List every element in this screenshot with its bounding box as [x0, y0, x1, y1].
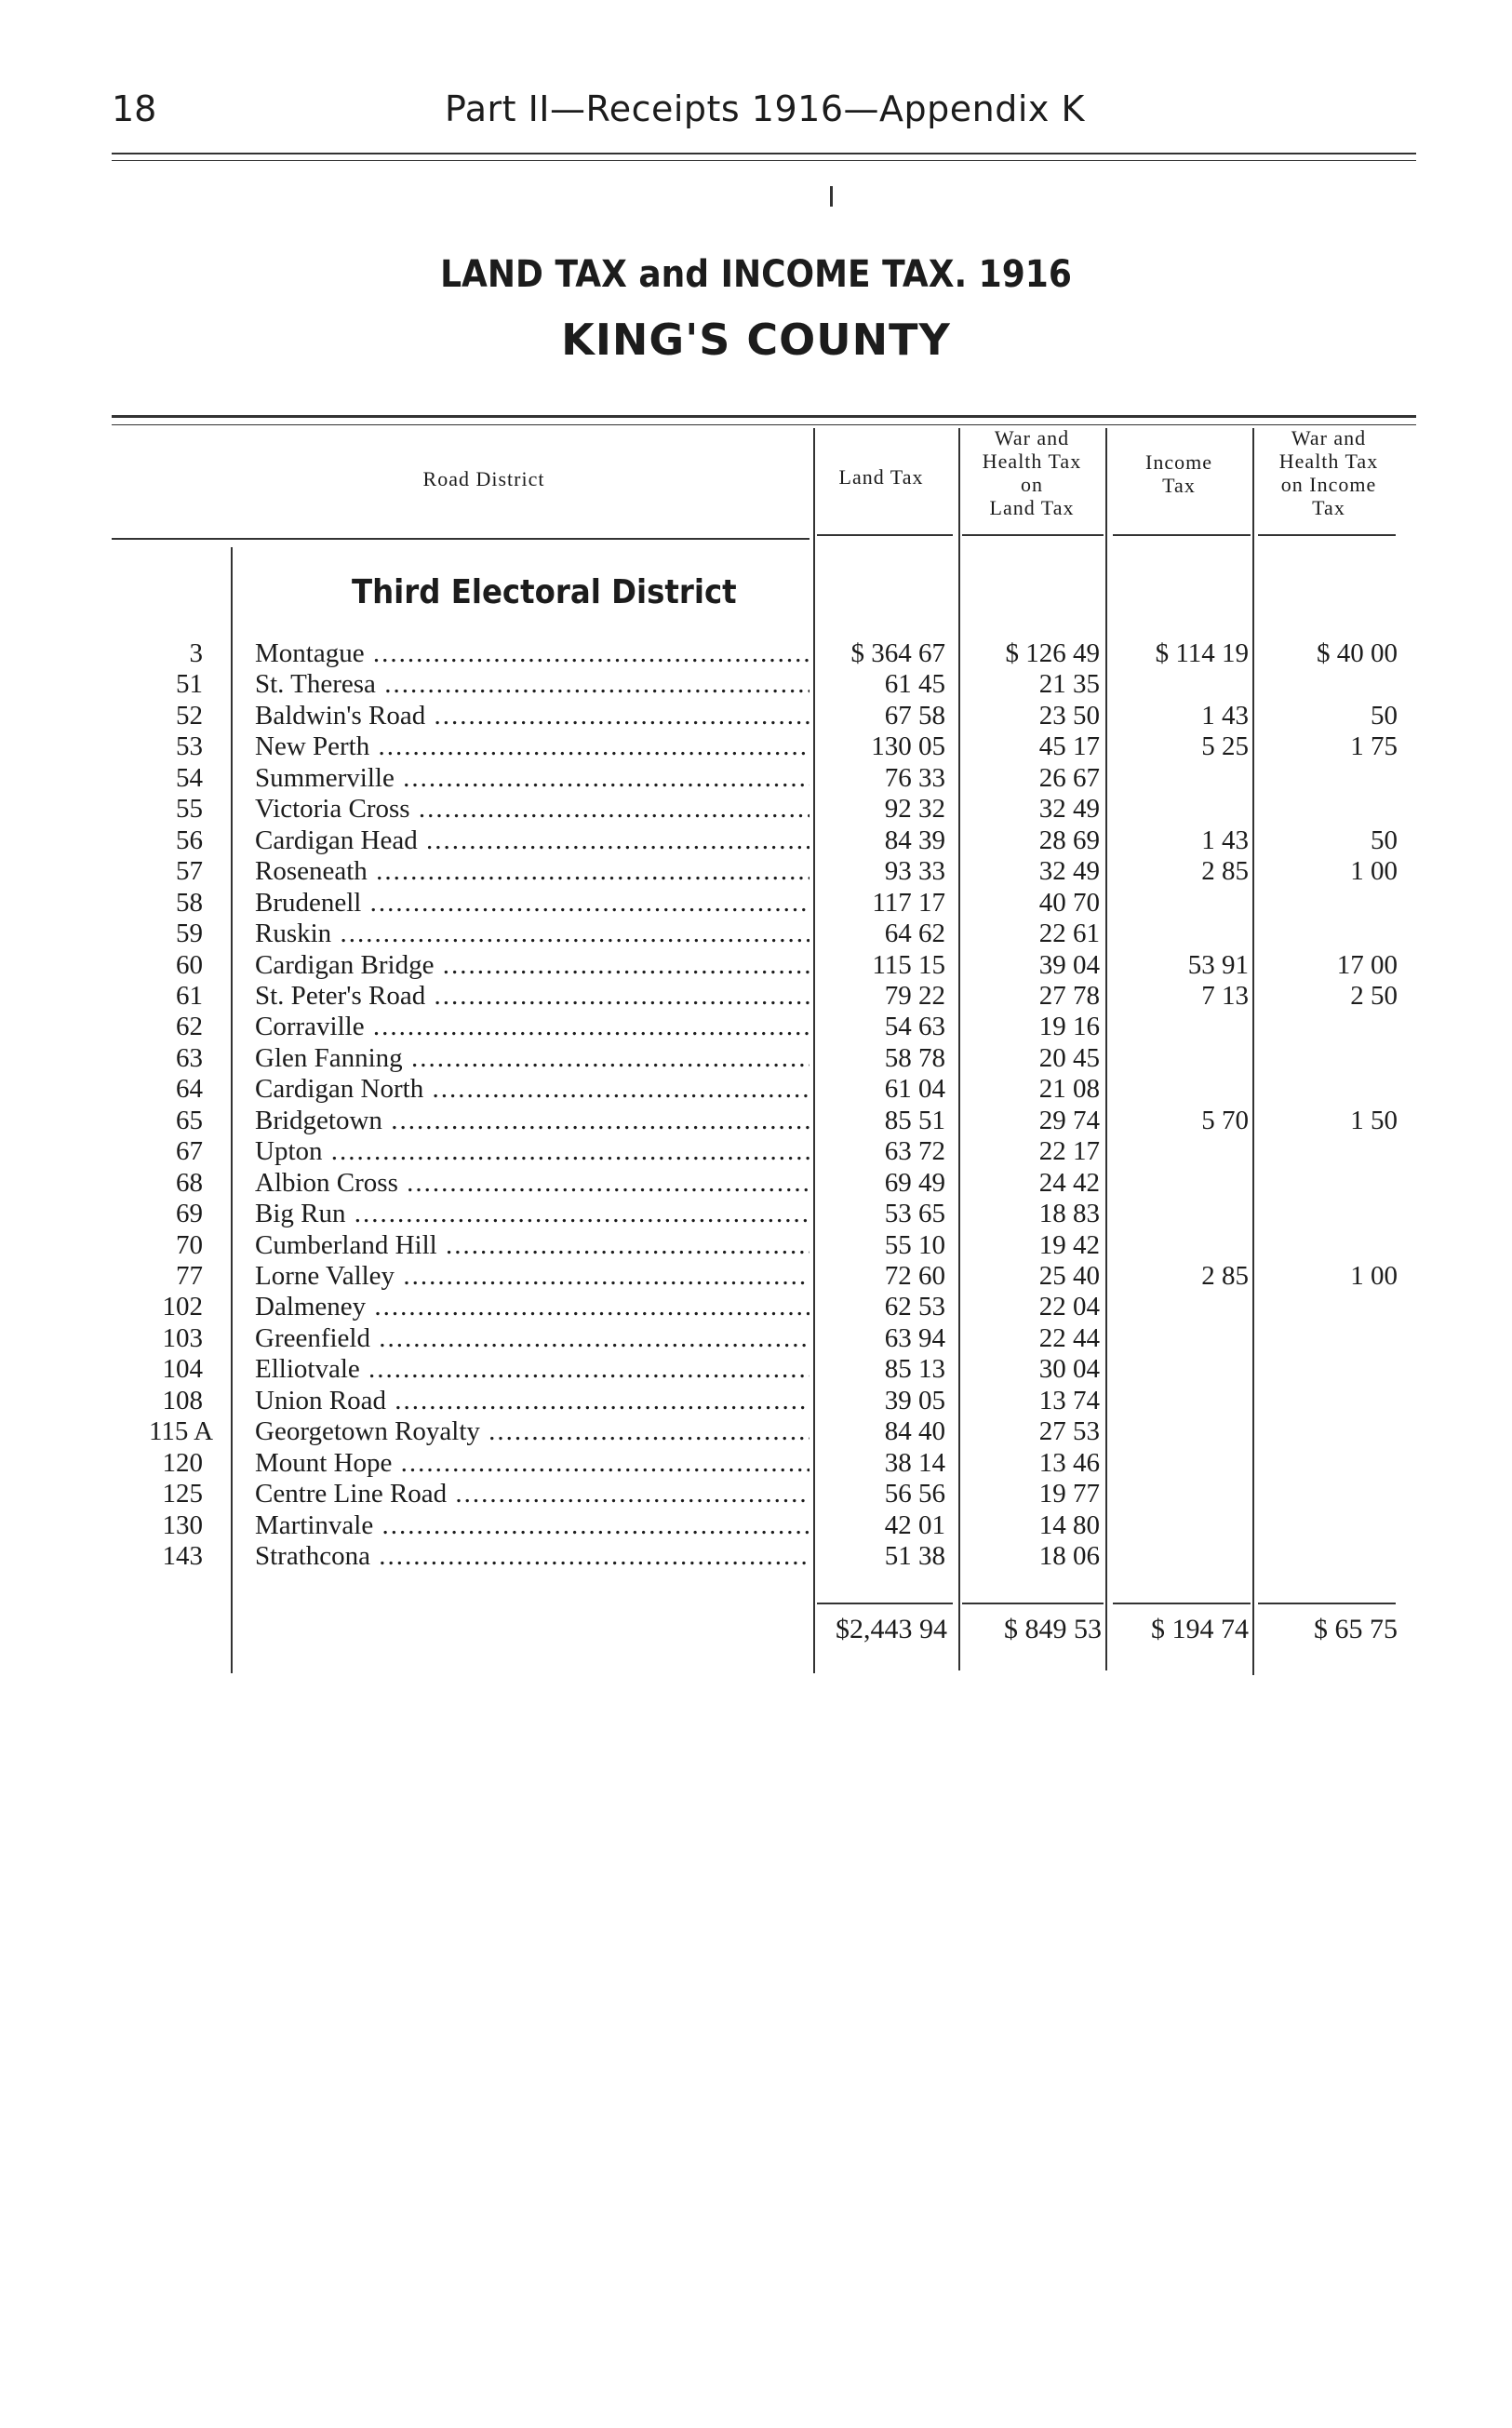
land-tax-cell: 115 15: [872, 950, 945, 980]
road-district-name: Dalmeney .....: [255, 1292, 810, 1322]
district-number: 102: [162, 1292, 203, 1321]
total-war-health-land: $ 849 53: [1004, 1614, 1102, 1644]
header-rule-top: [112, 153, 1416, 154]
war-health-land-cell: 19 16: [1038, 1012, 1100, 1041]
district-number: 51: [176, 669, 203, 699]
road-district-name: Baldwin's Road .....: [255, 701, 810, 731]
war-health-land-cell: 14 80: [1038, 1510, 1100, 1540]
header-line: War and: [994, 426, 1070, 449]
table-row: [0, 1168, 1512, 1199]
war-health-land-cell: 13 74: [1038, 1386, 1100, 1415]
total-rule-war-land: [962, 1603, 1104, 1604]
income-tax-cell: 1 43: [1201, 825, 1249, 855]
table-top-rule-thin: [112, 424, 1416, 425]
land-tax-cell: 39 05: [884, 1386, 945, 1415]
road-district-name: Upton .....: [255, 1136, 810, 1167]
district-number: 57: [176, 856, 203, 886]
total-income-tax: $ 194 74: [1151, 1614, 1249, 1644]
district-number: 130: [162, 1510, 203, 1540]
income-tax-cell: 5 70: [1201, 1106, 1249, 1135]
table-row: [0, 919, 1512, 949]
war-health-land-cell: 20 45: [1038, 1043, 1100, 1073]
war-health-land-cell: 19 42: [1038, 1230, 1100, 1260]
income-tax-cell: $ 114 19: [1155, 638, 1249, 668]
land-tax-cell: 67 58: [884, 701, 945, 731]
district-number: 55: [176, 794, 203, 824]
road-district-name: Montague .....: [255, 638, 810, 669]
war-health-land-cell: 24 42: [1038, 1168, 1100, 1198]
land-tax-cell: 130 05: [871, 731, 945, 761]
table-row: [0, 763, 1512, 794]
table-row: [0, 856, 1512, 887]
header-underline-land: [817, 534, 953, 536]
header-land-tax: Land Tax: [838, 465, 924, 489]
table-title: LAND TAX and INCOME TAX. 1916: [440, 253, 1072, 296]
income-tax-cell: 5 25: [1201, 731, 1249, 761]
table-row: [0, 701, 1512, 731]
road-district-name: St. Theresa .....: [255, 669, 810, 700]
district-number: 125: [162, 1479, 203, 1509]
district-number: 77: [176, 1261, 203, 1291]
land-tax-cell: 117 17: [872, 888, 945, 918]
header-underline-income: [1113, 534, 1251, 536]
land-tax-cell: 53 65: [884, 1199, 945, 1228]
table-row: [0, 1199, 1512, 1229]
war-health-income-cell: 1 75: [1350, 731, 1398, 761]
land-tax-cell: 93 33: [884, 856, 945, 886]
table-row: [0, 950, 1512, 981]
district-number: 62: [176, 1012, 203, 1041]
war-health-income-cell: 50: [1371, 825, 1398, 855]
land-tax-cell: 62 53: [884, 1292, 945, 1321]
land-tax-cell: 58 78: [884, 1043, 945, 1073]
income-tax-cell: 53 91: [1187, 950, 1249, 980]
land-tax-cell: 79 22: [884, 981, 945, 1011]
war-health-land-cell: $ 126 49: [1005, 638, 1100, 668]
war-health-land-cell: 27 53: [1038, 1416, 1100, 1446]
total-rule-income: [1113, 1603, 1251, 1604]
district-number: 52: [176, 701, 203, 731]
war-health-income-cell: 1 50: [1350, 1106, 1398, 1135]
war-health-income-cell: 1 00: [1350, 1261, 1398, 1291]
war-health-income-cell: $ 40 00: [1317, 638, 1398, 668]
table-row: [0, 1416, 1512, 1447]
war-health-land-cell: 19 77: [1038, 1479, 1100, 1509]
header-line: on: [1021, 473, 1043, 496]
header-road-district: Road District: [422, 467, 545, 490]
road-district-name: Centre Line Road .....: [255, 1479, 810, 1509]
income-tax-cell: 7 13: [1201, 981, 1249, 1011]
war-health-land-cell: 28 69: [1038, 825, 1100, 855]
road-district-name: Cardigan Head .....: [255, 825, 810, 856]
war-health-land-cell: 30 04: [1038, 1354, 1100, 1384]
stray-mark: [830, 186, 833, 207]
table-row: [0, 731, 1512, 762]
road-district-name: Greenfield .....: [255, 1323, 810, 1354]
table-row: [0, 794, 1512, 825]
header-line: Tax: [1162, 474, 1196, 497]
road-district-name: Big Run .....: [255, 1199, 810, 1229]
war-health-income-cell: 17 00: [1336, 950, 1398, 980]
road-district-name: Cardigan North .....: [255, 1074, 810, 1105]
table-top-rule: [112, 415, 1416, 418]
war-health-land-cell: 18 83: [1038, 1199, 1100, 1228]
district-number: 59: [176, 919, 203, 948]
war-health-land-cell: 45 17: [1038, 731, 1100, 761]
road-district-name: Mount Hope .....: [255, 1448, 810, 1479]
road-district-name: Brudenell .....: [255, 888, 810, 919]
total-land-tax: $2,443 94: [836, 1614, 947, 1644]
land-tax-cell: 56 56: [884, 1479, 945, 1509]
road-district-name: Corraville .....: [255, 1012, 810, 1042]
land-tax-cell: 42 01: [884, 1510, 945, 1540]
war-health-land-cell: 32 49: [1038, 794, 1100, 824]
table-row: [0, 1479, 1512, 1509]
war-health-land-cell: 18 06: [1038, 1541, 1100, 1571]
war-health-land-cell: 27 78: [1038, 981, 1100, 1011]
total-war-health-income: $ 65 75: [1314, 1614, 1398, 1644]
road-district-name: Glen Fanning .....: [255, 1043, 810, 1074]
district-number: 60: [176, 950, 203, 980]
district-number: 58: [176, 888, 203, 918]
road-district-name: Lorne Valley .....: [255, 1261, 810, 1292]
page-number: 18: [112, 88, 157, 129]
road-district-name: Roseneath .....: [255, 856, 810, 887]
income-tax-cell: 2 85: [1201, 856, 1249, 886]
table-row: [0, 1106, 1512, 1136]
running-header: Part II—Receipts 1916—Appendix K: [445, 88, 1085, 129]
road-district-name: Martinvale .....: [255, 1510, 810, 1541]
road-district-name: Albion Cross .....: [255, 1168, 810, 1199]
district-number: 115 A: [149, 1416, 214, 1446]
road-district-name: Union Road .....: [255, 1386, 810, 1416]
war-health-land-cell: 29 74: [1038, 1106, 1100, 1135]
war-health-income-cell: 1 00: [1350, 856, 1398, 886]
district-number: 61: [176, 981, 203, 1011]
land-tax-cell: 61 45: [884, 669, 945, 699]
land-tax-cell: 92 32: [884, 794, 945, 824]
table-row: [0, 1012, 1512, 1042]
war-health-land-cell: 25 40: [1038, 1261, 1100, 1291]
header-line: War and: [1291, 426, 1367, 449]
war-health-land-cell: 39 04: [1038, 950, 1100, 980]
header-line: Health Tax: [982, 449, 1082, 473]
table-row: [0, 1043, 1512, 1074]
district-number: 68: [176, 1168, 203, 1198]
war-health-land-cell: 22 17: [1038, 1136, 1100, 1166]
table-row: [0, 981, 1512, 1012]
road-district-name: Cumberland Hill .....: [255, 1230, 810, 1261]
road-district-name: Summerville .....: [255, 763, 810, 794]
district-number: 53: [176, 731, 203, 761]
header-underline-war-land: [962, 534, 1104, 536]
war-health-land-cell: 22 44: [1038, 1323, 1100, 1353]
district-number: 103: [162, 1323, 203, 1353]
district-number: 64: [176, 1074, 203, 1104]
table-row: [0, 1292, 1512, 1322]
header-rule-bottom: [112, 160, 1416, 161]
war-health-land-cell: 22 61: [1038, 919, 1100, 948]
header-line: on Income: [1280, 473, 1377, 496]
table-row: [0, 638, 1512, 669]
table-row: [0, 1136, 1512, 1167]
war-health-land-cell: 23 50: [1038, 701, 1100, 731]
war-health-land-cell: 26 67: [1038, 763, 1100, 793]
header-line: Income: [1145, 450, 1212, 474]
land-tax-cell: $ 364 67: [850, 638, 945, 668]
district-number: 56: [176, 825, 203, 855]
district-number: 108: [162, 1386, 203, 1415]
header-underline-left: [112, 538, 810, 540]
land-tax-cell: 61 04: [884, 1074, 945, 1104]
section-title: Third Electoral District: [352, 573, 737, 611]
road-district-name: St. Peter's Road .....: [255, 981, 810, 1012]
table-row: [0, 825, 1512, 856]
road-district-name: Bridgetown .....: [255, 1106, 810, 1136]
header-line: Health Tax: [1278, 449, 1379, 473]
war-health-land-cell: 40 70: [1038, 888, 1100, 918]
road-district-name: Victoria Cross .....: [255, 794, 810, 825]
land-tax-cell: 84 39: [884, 825, 945, 855]
land-tax-cell: 51 38: [884, 1541, 945, 1571]
table-row: [0, 1510, 1512, 1541]
total-rule-war-income: [1258, 1603, 1396, 1604]
land-tax-cell: 85 13: [884, 1354, 945, 1384]
war-health-land-cell: 22 04: [1038, 1292, 1100, 1321]
war-health-land-cell: 32 49: [1038, 856, 1100, 886]
road-district-name: Georgetown Royalty .....: [255, 1416, 810, 1447]
land-tax-cell: 54 63: [884, 1012, 945, 1041]
table-row: [0, 1261, 1512, 1292]
district-number: 65: [176, 1106, 203, 1135]
land-tax-cell: 55 10: [884, 1230, 945, 1260]
income-tax-cell: 1 43: [1201, 701, 1249, 731]
road-district-name: Strathcona .....: [255, 1541, 810, 1572]
district-number: 69: [176, 1199, 203, 1228]
war-health-land-cell: 21 08: [1038, 1074, 1100, 1104]
land-tax-cell: 64 62: [884, 919, 945, 948]
header-line: Land Tax: [989, 496, 1075, 519]
table-row: [0, 669, 1512, 700]
district-number: 120: [162, 1448, 203, 1478]
table-row: [0, 888, 1512, 919]
header-war-health-land: [958, 426, 1105, 519]
war-health-income-cell: 2 50: [1350, 981, 1398, 1011]
header-income-tax: [1107, 450, 1251, 497]
table-row: [0, 1541, 1512, 1572]
district-number: 104: [162, 1354, 203, 1384]
land-tax-cell: 63 94: [884, 1323, 945, 1353]
district-number: 143: [162, 1541, 203, 1571]
land-tax-cell: 38 14: [884, 1448, 945, 1478]
district-number: 70: [176, 1230, 203, 1260]
war-health-land-cell: 21 35: [1038, 669, 1100, 699]
land-tax-cell: 63 72: [884, 1136, 945, 1166]
total-rule-land: [817, 1603, 953, 1604]
table-row: [0, 1386, 1512, 1416]
war-health-land-cell: 13 46: [1038, 1448, 1100, 1478]
district-number: 54: [176, 763, 203, 793]
district-number: 3: [189, 638, 203, 668]
district-number: 63: [176, 1043, 203, 1073]
road-district-name: New Perth .....: [255, 731, 810, 762]
road-district-name: Cardigan Bridge .....: [255, 950, 810, 981]
war-health-income-cell: 50: [1371, 701, 1398, 731]
income-tax-cell: 2 85: [1201, 1261, 1249, 1291]
road-district-name: Elliotvale .....: [255, 1354, 810, 1385]
table-row: [0, 1230, 1512, 1261]
land-tax-cell: 69 49: [884, 1168, 945, 1198]
header-war-health-income: [1254, 426, 1403, 519]
header-line: Tax: [1312, 496, 1345, 519]
road-district-name: Ruskin .....: [255, 919, 810, 949]
district-number: 67: [176, 1136, 203, 1166]
table-row: [0, 1448, 1512, 1479]
table-row: [0, 1354, 1512, 1385]
county-title: KING'S COUNTY: [561, 315, 951, 365]
land-tax-cell: 85 51: [884, 1106, 945, 1135]
land-tax-cell: 72 60: [884, 1261, 945, 1291]
table-row: [0, 1074, 1512, 1105]
header-underline-war-income: [1258, 534, 1396, 536]
land-tax-cell: 84 40: [884, 1416, 945, 1446]
land-tax-cell: 76 33: [884, 763, 945, 793]
table-row: [0, 1323, 1512, 1354]
